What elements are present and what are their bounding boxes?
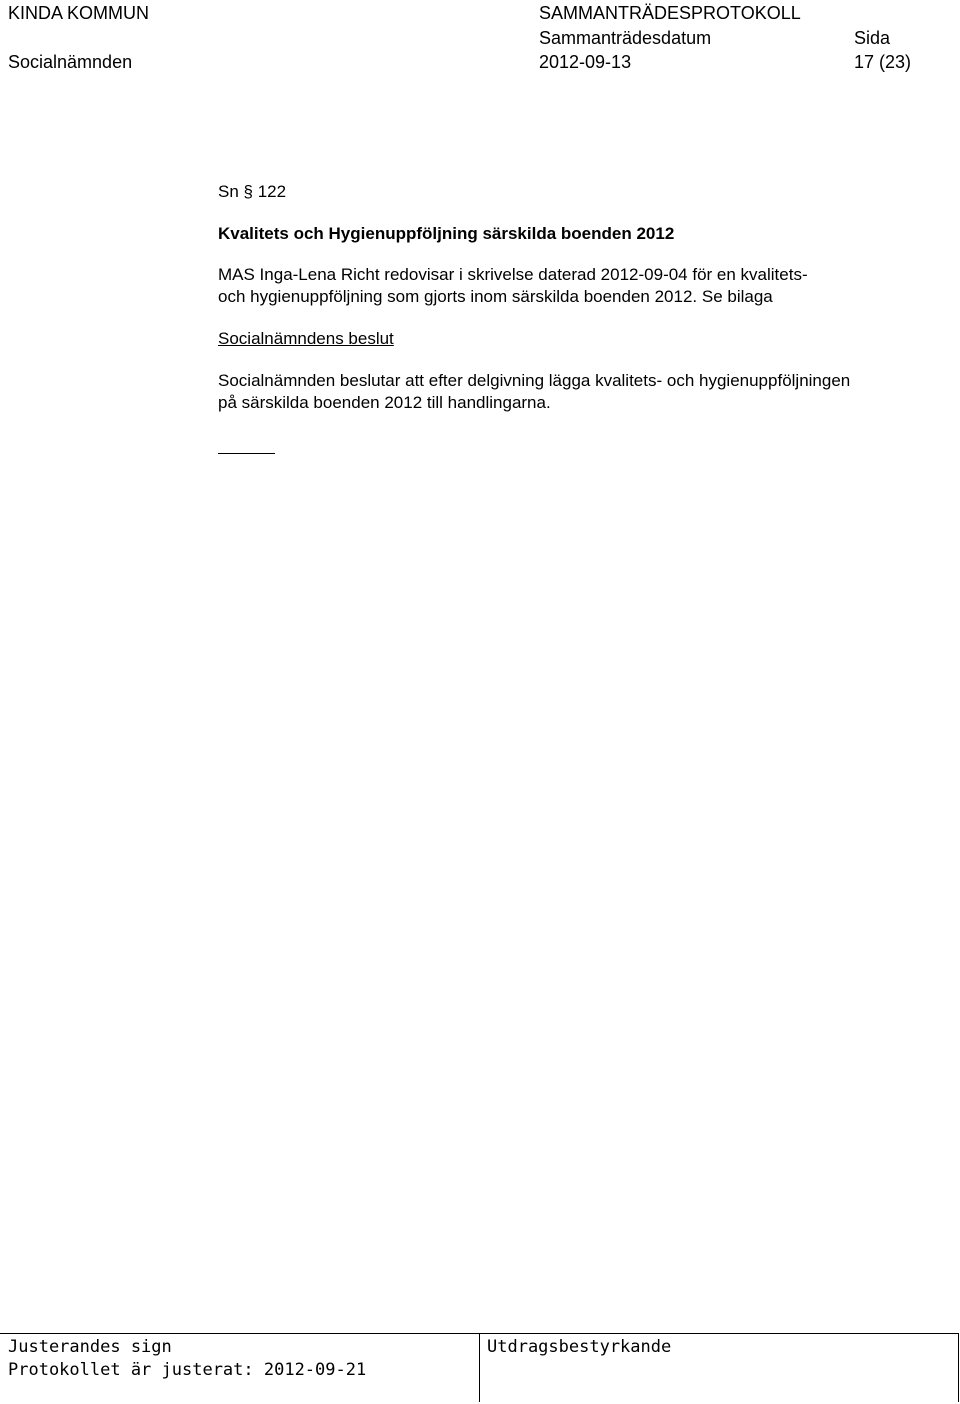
- committee-name: Socialnämnden: [8, 52, 133, 72]
- justifier-sign-label: Justerandes sign: [8, 1337, 172, 1357]
- justified-date-label: Protokollet är justerat: 2012-09-21: [8, 1360, 367, 1380]
- decision-text-line-2: på särskilda boenden 2012 till handlingarna.: [218, 393, 551, 412]
- certification-label: Utdragsbestyrkande: [487, 1337, 672, 1357]
- footer-divider: [479, 1334, 480, 1402]
- section-title: Kvalitets och Hygienuppföljning särskilda boenden 2012: [218, 224, 675, 243]
- page-number: 17 (23): [854, 52, 912, 72]
- paragraph-reference: Sn § 122: [218, 182, 287, 201]
- section-end-rule: [218, 453, 275, 454]
- document-type: SAMMANTRÄDESPROTOKOLL: [539, 3, 801, 23]
- decision-heading: Socialnämndens beslut: [218, 329, 394, 348]
- intro-text-line-1: MAS Inga-Lena Richt redovisar i skrivelse daterad 2012-09-04 för en kvalitets-: [218, 265, 808, 284]
- signature-footer: [0, 1333, 959, 1402]
- intro-text-line-2: och hygienuppföljning som gjorts inom särskilda boenden 2012. Se bilaga: [218, 287, 773, 306]
- organization-name: KINDA KOMMUN: [8, 3, 150, 23]
- meeting-date-value: 2012-09-13: [539, 52, 632, 72]
- meeting-date-label: Sammanträdesdatum: [539, 28, 712, 48]
- page-label: Sida: [854, 28, 891, 48]
- decision-text-line-1: Socialnämnden beslutar att efter delgivning lägga kvalitets- och hygienuppföljningen: [218, 371, 851, 390]
